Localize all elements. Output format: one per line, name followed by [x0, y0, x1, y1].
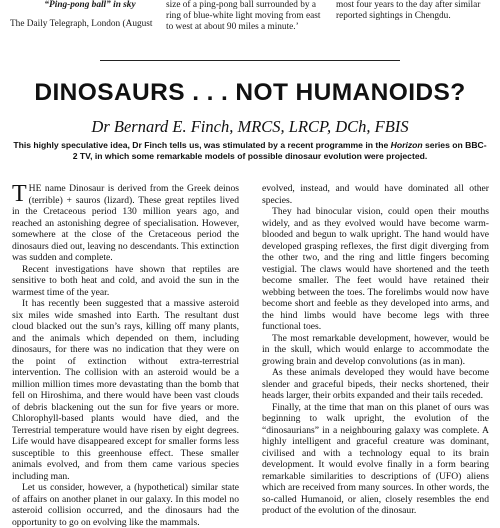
drop-cap: T	[12, 181, 27, 207]
article-title: DINOSAURS . . . NOT HUMANOIDS?	[34, 79, 466, 106]
body-paragraph: It has recently been suggested that a massive asteroid six miles wide smashed into Earth. The resultant dust cloud blacked out the sun’s rays, killing off many plants, and the animals which depended on them, including dinosaurs, for there was no indication that they were on the point of extinction without extra-terrestrial intervention. The collision with an asteroid would be a million million times more devastating than the bomb that fell on Hiroshima, and there would have been vast clouds of debris blackening out the sun for five years or more. Chlorophyll-based plants would have died, and the Terrestrial temperature would have risen by eight degrees. Life would have disappeared except for smaller forms less susceptible to this greenhouse effect. These smaller animals evolved, and from them came various species including man.	[12, 298, 239, 482]
body-paragraph: Let us consider, however, a (hypothetical) similar state of affairs on another planet in our galaxy. In this model no asteroid collision occurred, and the dinosaurs had the opportunity to go on evolving like the mammals.	[12, 482, 239, 528]
body-paragraph: The most remarkable development, however, would be in the skull, which would enlarge to accommodate the growing brain and develop convolutions (as in man).	[262, 332, 489, 367]
body-paragraph: evolved, instead, and would have dominated all other species.	[262, 183, 489, 206]
paragraph-text: HE name Dinosaur is derived from the Greek deinos (terrible) + sauros (lizard). These great reptiles lived in the Cretaceous period 130 million years ago, and reached an astonishing degree of specialisation. However, somewhere at the close of the Cretaceous period the dinosaurs died out, leaving no descendants. This extinction was sudden and complete.	[12, 183, 239, 263]
body-paragraph: Recent investigations have shown that reptiles are sensitive to both heat and cold, and avoid the sun in the warmest time of the year.	[12, 263, 239, 298]
body-paragraph: They had binocular vision, could open their mouths widely, and as they evolved would have become warm-blooded and begun to walk upright. The hand would have developed grasping reflexes, the first digit diverging from the other two, and the ring and little fingers becoming vestigial. The claws would have shortened and the teeth become smaller. The feet would have retained their webbing between the toes. The forelimbs would now have become short and feeble as they developed into arms, and the hind limbs would have become legs with three functional toes.	[262, 206, 489, 332]
body-paragraph	[12, 183, 239, 264]
previous-article-fragment-right: most four years to the day after similar reported sightings in Chengdu.	[336, 0, 481, 21]
body-paragraph: Finally, at the time that man on this planet of ours was beginning to walk upright, the evolution of the “dinosaurians” in a neighbouring galaxy was complete. A highly intelligent and graceful creature was dominant, civilised and with a technology equal to its brain development. It would evolve finally in a form bearing remarkable similarities to descriptions of (UFO) aliens which are received from many sources. In other words, the so-called Humanoid, or alien, closely resembles the end product of the evolution of the dinosaur.	[262, 401, 489, 516]
intro-text-start: This highly speculative idea, Dr Finch tells us, was stimulated by a recent programme in the	[13, 140, 391, 150]
article-byline: Dr Bernard E. Finch, MRCS, LRCP, DCh, FBIS	[91, 117, 409, 136]
article-intro	[12, 140, 488, 162]
body-paragraph: As these animals developed they would have become slender and graceful bipeds, their necks shortened, their heads larger, their orbits expanded and their tails receded.	[262, 367, 489, 401]
intro-programme-name: Horizon	[390, 140, 423, 150]
article-column-right	[262, 183, 489, 517]
article-column-left	[12, 183, 239, 528]
previous-article-fragment-left	[10, 0, 160, 30]
intro-text-end: series on BBC-2 TV, in which some remarkable models of possible dinosaur evolution were projected.	[72, 140, 487, 161]
fragment-source: The Daily Telegraph, London (August	[10, 19, 153, 29]
previous-article-fragment-middle: size of a ping-pong ball surrounded by a ring of blue-white light moving from east to west at about 90 miles a minute.’	[166, 0, 321, 32]
fragment-caption: “Ping-pong ball” in sky	[44, 0, 136, 10]
section-divider	[100, 60, 400, 61]
